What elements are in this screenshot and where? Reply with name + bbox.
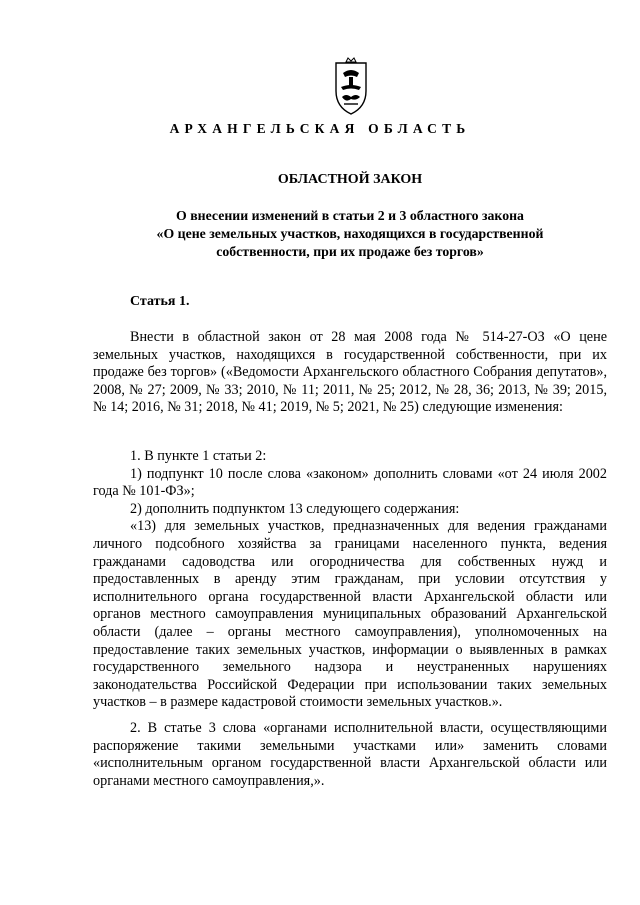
coat-of-arms-icon xyxy=(328,57,374,117)
item-2-text: 2. В статье 3 слова «органами исполнительной власти, осуществляющими распоряжение такими земельными участками или» заменить словами «исполнительным органом государственной власти Архангельской области или органами местного самоуправления,». xyxy=(93,720,607,789)
article-heading: Статья 1. xyxy=(130,294,190,309)
region-name: АРХАНГЕЛЬСКАЯ ОБЛАСТЬ xyxy=(169,121,471,136)
item-1-quoted-text: «13) для земельных участков, предназначенных для ведения гражданами личного подсобного хозяйства за границами населенного пункта, ведения гражданами садоводства или огородничества для собственных нужд и предоставленных в аренду этим гражданам, при условии отсутствия у исполнительного органа государственной власти Архангельской области или органов местного самоуправления муниципальных образований Архангельской области (далее – органы местного самоуправления), уполномоченных на предоставление таких земельных участков, информации о выявленных в рамках государственного земельного надзора и неустраненных нарушениях законодательства Российской Федерации при использовании таких земельных участков – в размере кадастровой стоимости земельных участков.». xyxy=(93,518,607,711)
title-line-1: О внесении изменений в статьи 2 и 3 областного закона xyxy=(176,208,524,223)
amendments-block xyxy=(93,448,607,712)
item-1-heading: 1. В пункте 1 статьи 2: xyxy=(130,448,267,464)
article-intro: Внести в областной закон от 28 мая 2008 года № 514-27-ОЗ «О цене земельных участков, находящихся в государственной собственности, при их продаже без торгов» («Ведомости Архангельского областного Собрания депутатов», 2008, № 27; 2009, № 33; 2010, № 11; 2011, № 25; 2012, № 28, 36; 2013, № 39; 2015, № 14; 2016, № 31; 2018, № 41; 2019, № 5; 2021, № 25) следующие изменения: xyxy=(93,329,607,416)
document-type: ОБЛАСТНОЙ ЗАКОН xyxy=(277,172,423,187)
document-title xyxy=(100,207,600,261)
item-1-subitem-1: 1) подпункт 10 после слова «законом» дополнить словами «от 24 июля 2002 года № 101-ФЗ»; xyxy=(93,465,607,500)
item-2-block xyxy=(93,720,607,790)
article-intro-block xyxy=(93,329,607,417)
item-1-subitem-2: 2) дополнить подпунктом 13 следующего содержания: xyxy=(130,500,460,517)
title-line-2: «О цене земельных участков, находящихся в государственной xyxy=(156,226,544,241)
title-line-3: собственности, при их продаже без торгов» xyxy=(216,244,484,259)
